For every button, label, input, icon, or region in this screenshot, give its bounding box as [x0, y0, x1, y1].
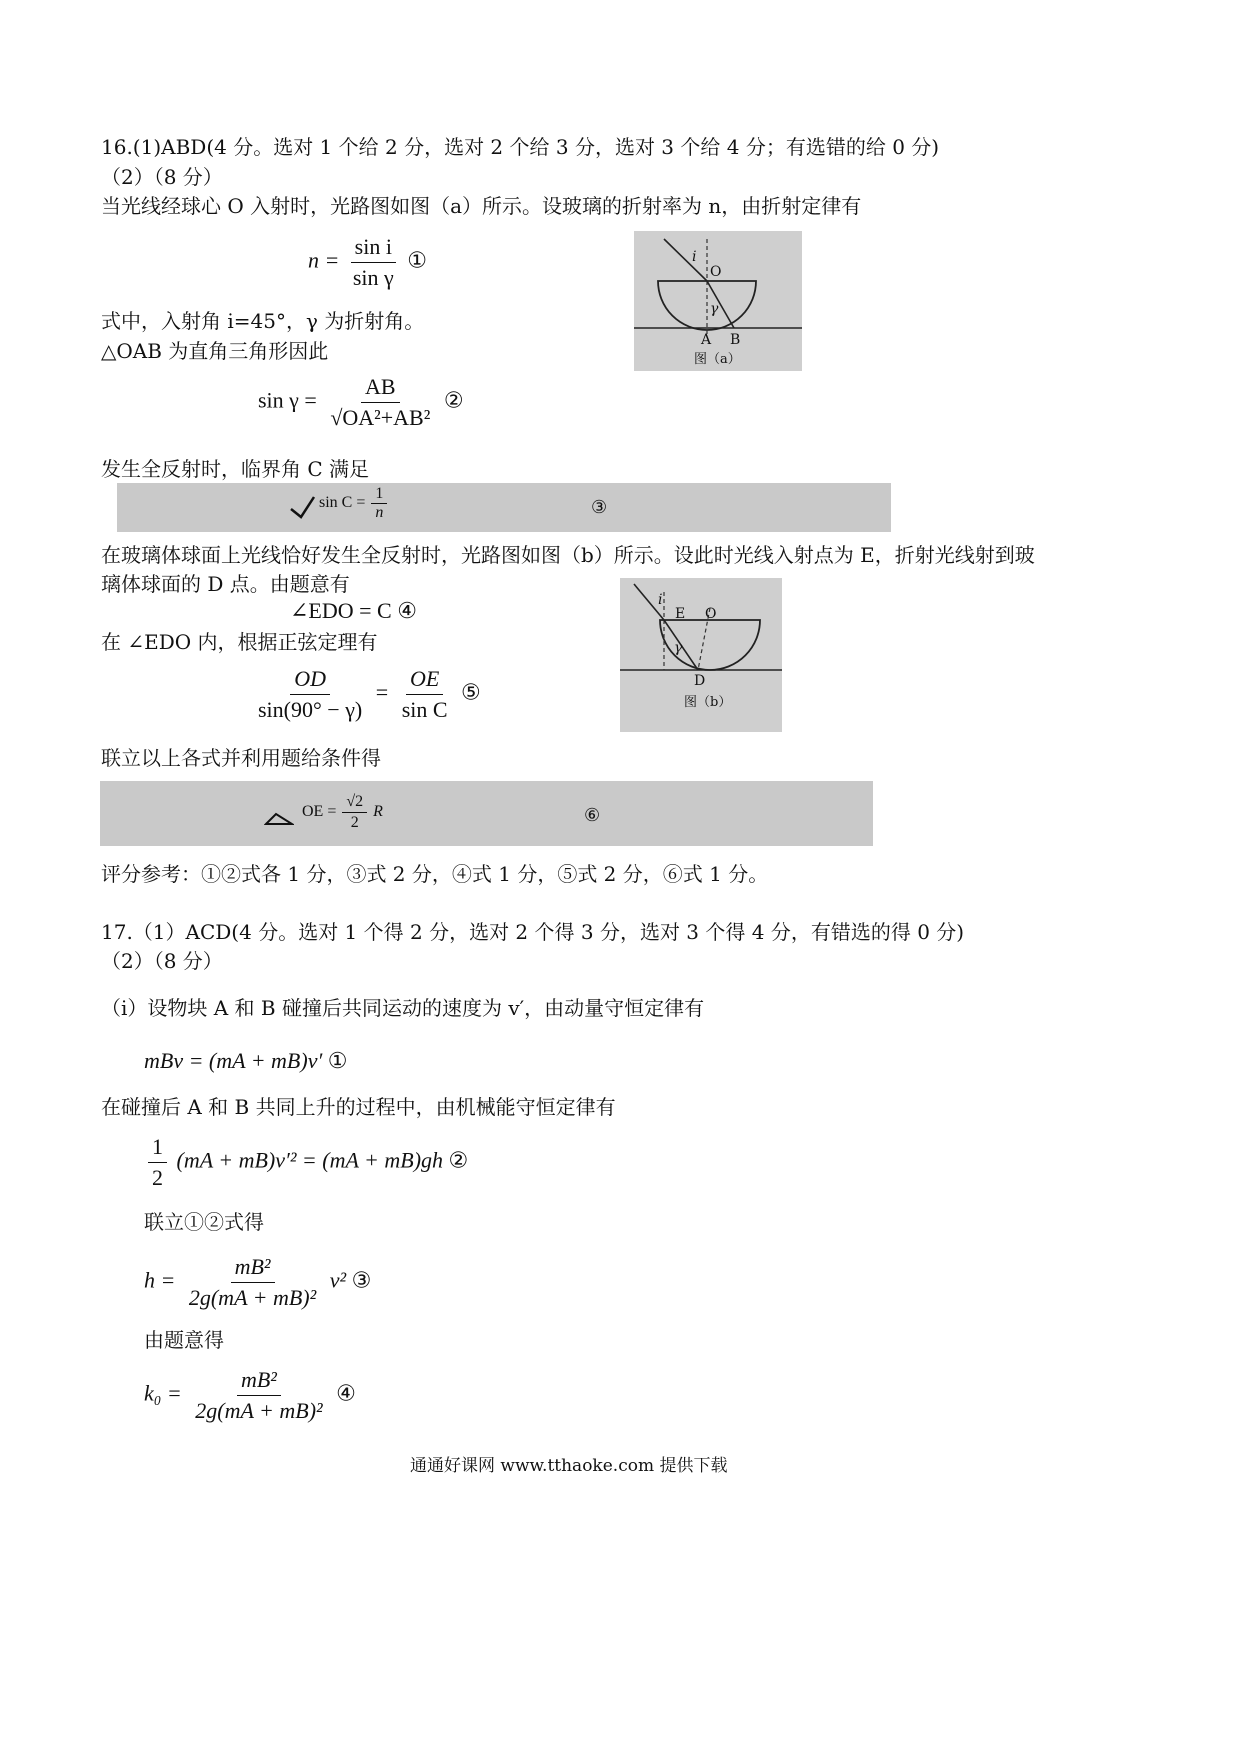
fig-b-i: i — [658, 592, 663, 608]
q16-eq2-den: √OA²+AB² — [330, 405, 431, 430]
fig-a-b: B — [730, 332, 741, 348]
fig-a-caption: 图（a） — [694, 352, 741, 367]
q16-sine-rule: 在 ∠EDO 内，根据正弦定理有 — [101, 630, 378, 654]
q17-combine: 联立①②式得 — [144, 1210, 264, 1234]
q16-note1: 式中，入射角 i=45°，γ 为折射角。 — [101, 309, 425, 333]
q17-eq2: $\frac{1}{2}$ (mA + mB)v′² = (mA + mB)gh ② — [144, 1132, 468, 1193]
fig-b-caption: 图（b） — [684, 695, 732, 710]
q16-scoring: 评分参考：①②式各 1 分，③式 2 分，④式 1 分，⑤式 2 分，⑥式 1 分。 — [101, 862, 769, 886]
fig-a-o: O — [710, 264, 722, 280]
q16-eq1-num: sin i — [351, 232, 396, 263]
q16-case-b2: 璃体球面的 D 点。由题意有 — [101, 572, 350, 596]
q16-eq4: ∠EDO = C ④ — [290, 598, 417, 623]
q16-eq5: $\frac{OD}{\sin(90^\circ - \gamma)}$ = $\frac{OE}{\text{sin C}}$ ⑤ — [258, 666, 481, 722]
figure-a — [634, 231, 802, 371]
q16-intro: 当光线经球心 O 入射时，光路图如图（a）所示。设玻璃的折射率为 n，由折射定律有 — [101, 194, 862, 218]
q17-i-intro: （i）设物块 A 和 B 碰撞后共同运动的速度为 v′，由动量守恒定律有 — [101, 996, 705, 1020]
triangle-mark-icon — [264, 811, 294, 827]
q16-eq3-strip — [117, 483, 891, 532]
q16-note2: △OAB 为直角三角形因此 — [101, 339, 329, 363]
fig-b-d: D — [694, 673, 706, 689]
q16-case-b: 在玻璃体球面上光线恰好发生全反射时，光路图如图（b）所示。设此时光线入射点为 E，折射光线射到玻 — [101, 543, 1035, 567]
figure-b — [620, 578, 782, 732]
q16-eq3: sin C = $\frac{1}{n}$ — [319, 485, 389, 522]
q17-eq4: k₀ = $\frac{\text{mB²}}{\text{2g(mA + mB)²}}$ ④ — [144, 1367, 356, 1423]
q16-eq6: OE = $\frac{√2}{2}$ R — [302, 793, 383, 831]
fig-b-o: O — [705, 606, 717, 622]
q16-part1-answer: 16.(1)ABD(4 分。选对 1 个给 2 分，选对 2 个给 3 分，选对 3 个给 4 分；有选错的给 0 分) — [101, 135, 940, 159]
checkmark-icon — [289, 495, 317, 521]
q16-combine: 联立以上各式并利用题给条件得 — [101, 746, 381, 770]
q17-part1-answer: 17.（1）ACD(4 分。选对 1 个得 2 分，选对 2 个得 3 分，选对 3 个得 4 分，有错选的得 0 分) — [101, 920, 965, 944]
q17-part2-heading: （2）（8 分） — [101, 949, 223, 973]
q16-eq1: n = $\frac{\text{sin i}}{\text{sin γ}}$ ① — [308, 232, 427, 293]
fig-a-gamma: γ — [710, 301, 719, 317]
q17-energy: 在碰撞后 A 和 B 共同上升的过程中，由机械能守恒定律有 — [101, 1095, 616, 1119]
q16-eq1-den: sin γ — [352, 265, 394, 290]
q17-eq1: mBv = (mA + mB)v′ ① — [144, 1048, 348, 1073]
q16-eq6-tag: ⑥ — [584, 805, 601, 826]
q17-eq3: h = $\frac{\text{mB²}}{\text{2g(mA + mB)²}}$ v² ③ — [144, 1254, 372, 1310]
q16-part2-heading: （2）（8 分） — [101, 165, 223, 189]
q16-eq2: sin γ = $\frac{AB}{\text{√OA²+AB²}}$ ② — [258, 372, 464, 433]
fig-b-e: E — [675, 606, 686, 622]
q16-eq6-strip — [100, 781, 873, 846]
fig-b-gamma: γ — [674, 640, 683, 656]
q16-eq2-num: AB — [361, 372, 400, 403]
footer-source: 通通好课网 www.tthaoke.com 提供下载 — [410, 1456, 728, 1476]
q17-given: 由题意得 — [144, 1328, 224, 1352]
fig-a-a: A — [701, 332, 712, 348]
q16-critical: 发生全反射时，临界角 C 满足 — [101, 457, 370, 481]
q16-eq3-tag: ③ — [591, 497, 608, 518]
fig-a-i: i — [692, 249, 697, 265]
